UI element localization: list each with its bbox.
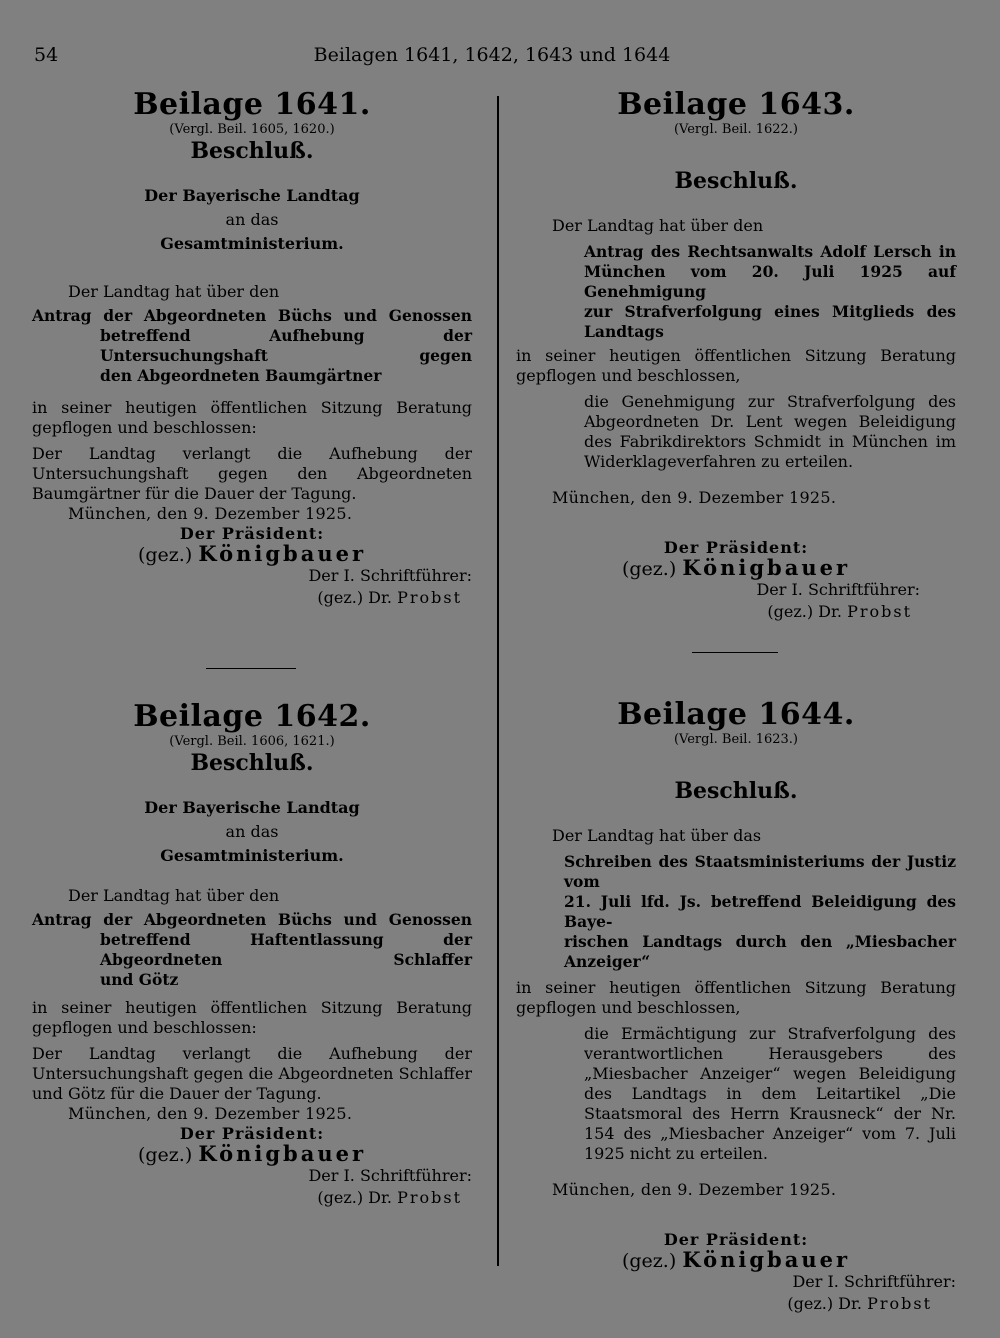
clause: in seiner heutigen öffentlichen Sitzung Beratung gepflogen und beschlossen: (32, 398, 472, 437)
secretary-signature (516, 1293, 956, 1315)
president-name: Königbauer (198, 1141, 367, 1166)
secretary-label: Der I. Schriftführer: (792, 1272, 956, 1291)
secretary-label: Der I. Schriftführer: (308, 566, 472, 585)
column-rule (497, 96, 499, 1266)
gez-mark: (gez.) Dr. (317, 1188, 392, 1207)
secretary-label: Der I. Schriftführer: (308, 1166, 472, 1185)
date-line: München, den 9. Dezember 1925. (68, 1104, 353, 1123)
president-name: Königbauer (682, 1247, 851, 1272)
subject-line: Antrag der Abgeordneten Büchs und Genossen (32, 306, 472, 325)
gez-mark: (gez.) (137, 1144, 193, 1166)
addressee-line: Gesamtministerium. (160, 846, 344, 865)
beilage-1644 (516, 698, 956, 1315)
addressee-line: Der Bayerische Landtag (144, 798, 360, 817)
beilage-title: Beilage 1643. (617, 87, 855, 122)
beilage-reference: (Vergl. Beil. 1622.) (673, 122, 799, 137)
clause: in seiner heutigen öffentlichen Sitzung Beratung gepflogen und beschlossen: (32, 998, 472, 1037)
running-head (0, 44, 1000, 66)
decision: die Ermächtigung zur Strafverfolgung des verantwortlichen Herausgebers des „Miesbacher Anzeiger“ wegen Beleidigung des Landtags in dem Leitartikel „Die Staatsmoral des Herrn Krausneck“ der Nr. 154 des „Miesbacher Anzeiger“ vom 7. Juli 1925 nicht zu erteilen. (584, 1024, 956, 1163)
subject-line: rischen Landtags durch den „Miesbacher Anzeiger“ (564, 932, 956, 971)
secretary-label: Der I. Schriftführer: (756, 580, 920, 599)
decision: Der Landtag verlangt die Aufhebung der Untersuchungshaft gegen die Abgeordneten Schlaffer und Götz für die Dauer der Tagung. (32, 1044, 472, 1103)
lead: Der Landtag hat über den (552, 216, 764, 235)
addressee-line: Der Bayerische Landtag (144, 186, 360, 205)
subject-line: 21. Juli lfd. Js. betreffend Beleidigung des Baye- (564, 892, 956, 931)
beilage-title: Beilage 1641. (133, 87, 371, 122)
date-line: München, den 9. Dezember 1925. (552, 488, 837, 507)
president-signature (32, 1141, 472, 1166)
lead: Der Landtag hat über den (68, 886, 280, 905)
secretary-name: Probst (397, 1188, 462, 1207)
beilage-reference: (Vergl. Beil. 1605, 1620.) (169, 122, 335, 137)
addressee-line: an das (225, 210, 279, 229)
president-name: Königbauer (198, 541, 367, 566)
gez-mark: (gez.) (621, 1250, 677, 1272)
date-line: München, den 9. Dezember 1925. (68, 504, 353, 523)
beilage-reference: (Vergl. Beil. 1606, 1621.) (169, 734, 335, 749)
lead: Der Landtag hat über den (68, 282, 280, 301)
secretary-signature (32, 1187, 472, 1209)
subject-line: betreffend Aufhebung der Untersuchungshaft gegen (100, 326, 472, 365)
date-line: München, den 9. Dezember 1925. (552, 1180, 837, 1199)
decision: Der Landtag verlangt die Aufhebung der Untersuchungshaft gegen den Abgeordneten Baumgärtner für die Dauer der Tagung. (32, 444, 472, 503)
secretary-signature (516, 601, 956, 623)
clause: in seiner heutigen öffentlichen Sitzung Beratung gepflogen und beschlossen, (516, 346, 956, 385)
president-label: Der Präsident: (179, 1124, 325, 1143)
beilage-heading: Beschluß. (190, 750, 314, 776)
president-label: Der Präsident: (663, 1230, 809, 1249)
running-head-text: Beilagen 1641, 1642, 1643 und 1644 (313, 44, 671, 66)
gez-mark: (gez.) (137, 544, 193, 566)
beilage-1642 (32, 700, 472, 1209)
subject-line: den Abgeordneten Baumgärtner (100, 366, 382, 385)
beilage-title: Beilage 1644. (617, 697, 855, 732)
president-signature (32, 541, 472, 566)
page-number: 54 (34, 44, 59, 66)
gez-mark: (gez.) (621, 558, 677, 580)
gez-mark: (gez.) Dr. (317, 588, 392, 607)
subject-line: Antrag des Rechtsanwalts Adolf Lersch in (584, 242, 956, 261)
addressee-line: Gesamtministerium. (160, 234, 344, 253)
president-signature (516, 1247, 956, 1272)
addressee (32, 184, 472, 256)
beilage-heading: Beschluß. (674, 778, 798, 804)
secretary-name: Probst (867, 1294, 932, 1313)
president-label: Der Präsident: (179, 524, 325, 543)
subject-line: Antrag der Abgeordneten Büchs und Genossen (32, 910, 472, 929)
lead: Der Landtag hat über das (552, 826, 762, 845)
beilage-reference: (Vergl. Beil. 1623.) (673, 732, 799, 747)
secretary-signature (32, 587, 472, 609)
separator-left (206, 668, 296, 669)
beilage-1643 (516, 88, 956, 623)
separator-right (692, 652, 778, 653)
addressee-line: an das (225, 822, 279, 841)
beilage-heading: Beschluß. (190, 138, 314, 164)
gez-mark: (gez.) Dr. (767, 602, 842, 621)
subject-line: betreffend Haftentlassung der Abgeordneten Schlaffer (100, 930, 472, 969)
decision: die Genehmigung zur Strafverfolgung des Abgeordneten Dr. Lent wegen Beleidigung des Fabrikdirektors Schmidt in München im Widerklageverfahren zu erteilen. (584, 392, 956, 471)
president-signature (516, 555, 956, 580)
president-name: Königbauer (682, 555, 851, 580)
addressee (32, 796, 472, 868)
subject-line: Schreiben des Staatsministeriums der Justiz vom (564, 852, 956, 891)
beilage-heading: Beschluß. (674, 168, 798, 194)
president-label: Der Präsident: (663, 538, 809, 557)
subject-line: und Götz (100, 970, 179, 989)
subject-line: zur Strafverfolgung eines Mitglieds des Landtags (584, 302, 956, 341)
beilage-1641 (32, 88, 472, 609)
secretary-name: Probst (397, 588, 462, 607)
subject-line: München vom 20. Juli 1925 auf Genehmigung (584, 262, 956, 301)
clause: in seiner heutigen öffentlichen Sitzung Beratung gepflogen und beschlossen, (516, 978, 956, 1017)
secretary-name: Probst (847, 602, 912, 621)
gez-mark: (gez.) Dr. (787, 1294, 862, 1313)
beilage-title: Beilage 1642. (133, 699, 371, 734)
